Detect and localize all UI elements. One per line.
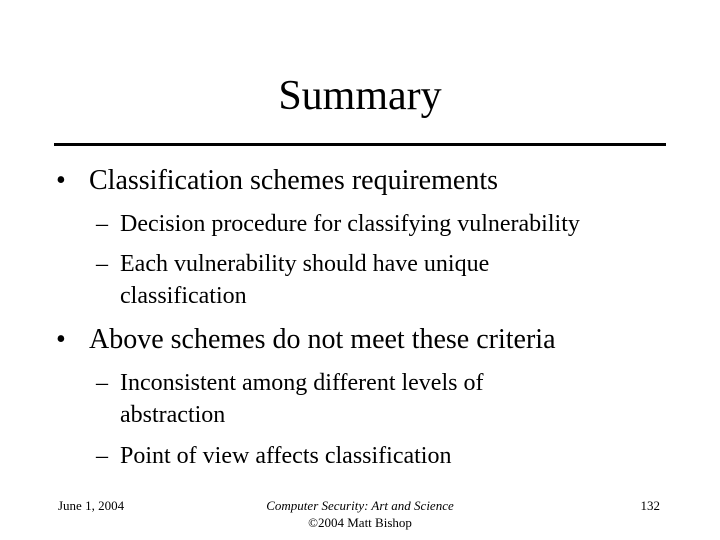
bullet-icon: •	[56, 324, 66, 355]
dash-icon: –	[96, 211, 108, 237]
sub-bullet-text: Each vulnerability should have unique	[120, 251, 490, 277]
title-divider	[54, 143, 666, 146]
bullet-text: Above schemes do not meet these criteria	[89, 324, 556, 355]
bullet-icon: •	[56, 165, 66, 196]
dash-icon: –	[96, 251, 108, 277]
footer-center	[220, 497, 500, 531]
page-number: 132	[640, 498, 660, 513]
sub-bullet-text: Decision procedure for classifying vulnerability	[120, 211, 580, 237]
sub-bullet-text: Point of view affects classification	[120, 443, 452, 469]
footer-course-title: Computer Security: Art and Science	[266, 498, 454, 513]
dash-icon: –	[96, 370, 108, 396]
bullet-text: Classification schemes requirements	[89, 165, 498, 196]
sub-bullet-text: abstraction	[120, 402, 226, 428]
sub-bullet-text: Inconsistent among different levels of	[120, 370, 484, 396]
footer-date: June 1, 2004	[58, 498, 125, 513]
footer-copyright: ©2004 Matt Bishop	[308, 515, 412, 530]
dash-icon: –	[96, 443, 108, 469]
sub-bullet-text: classification	[120, 283, 247, 309]
slide-title: Summary	[278, 73, 442, 119]
